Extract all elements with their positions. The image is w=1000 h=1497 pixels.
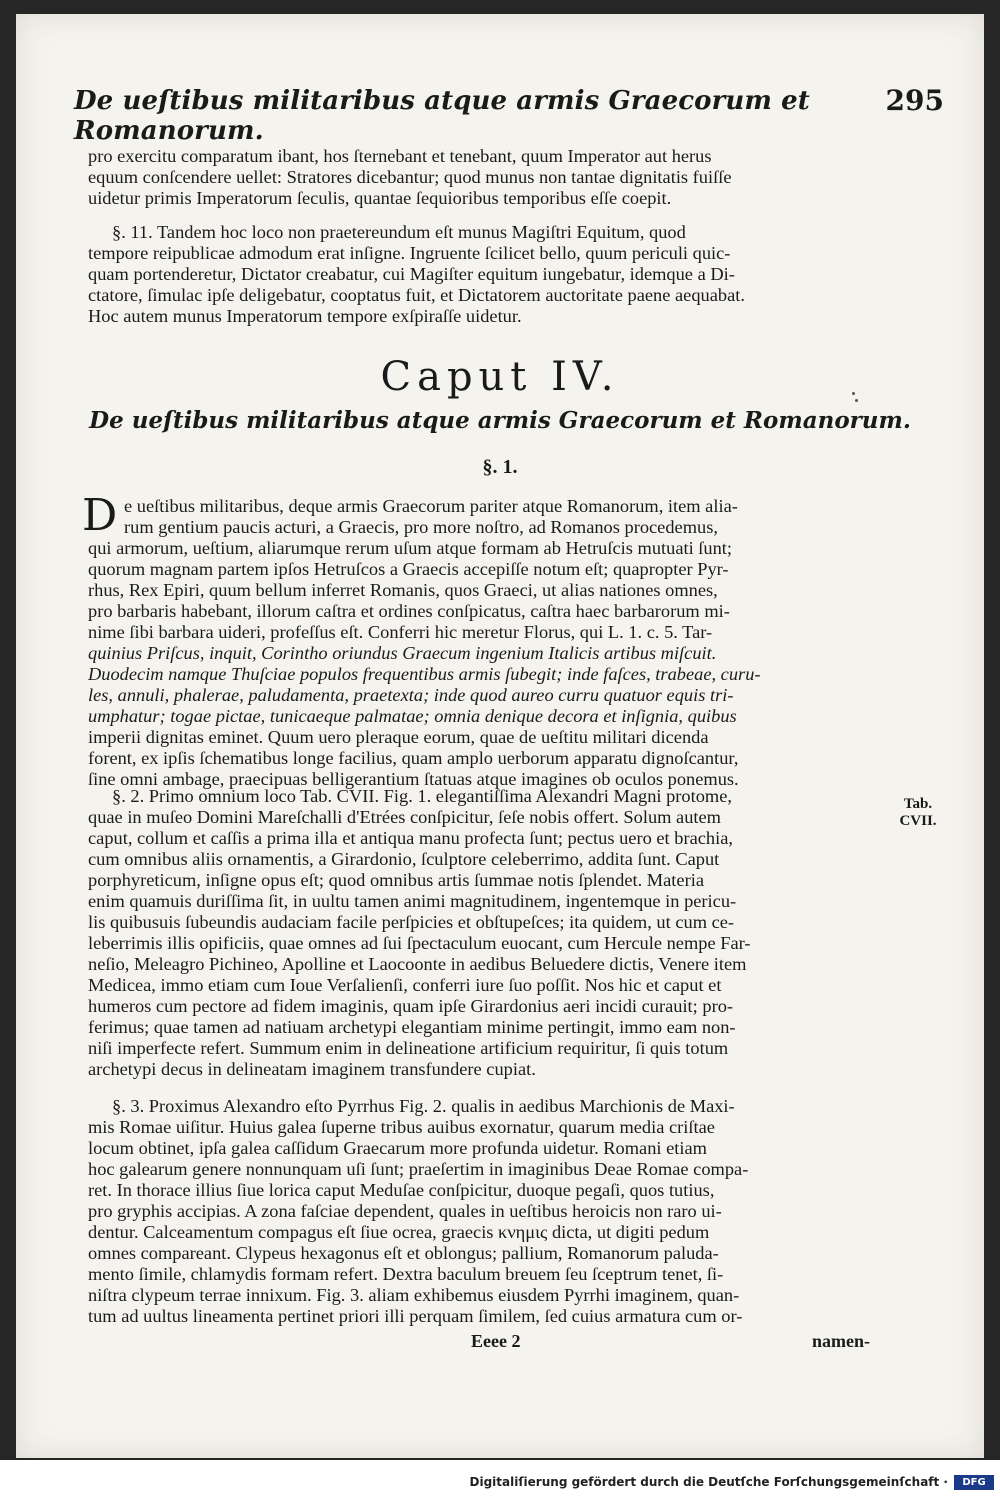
text-line: §. 2. Primo omnium loco Tab. CVII. Fig. 1. elegantiſſima Alexandri Magni protome, [112,786,733,806]
page-number: 295 [885,84,944,117]
text-line: tum ad uultus lineamenta pertinet priori illi perquam ſimilem, ſed cuius armatura cum or- [88,1306,743,1326]
text-line: niſtra clypeum terrae innixum. Fig. 3. aliam exhibemus eiusdem Pyrrhi imaginem, quan- [88,1285,740,1305]
text-line: les, annuli, phalerae, paludamenta, praetexta; inde quod aureo curru quatuor equis tri- [88,685,734,705]
text-line: pro gryphis accipias. A zona faſciae dependent, quales in ueſtibus heroicis non raro ui- [88,1201,722,1221]
digitization-footer [0,1475,1000,1493]
text-line: quae in muſeo Domini Mareſchalli d'Etrées conſpicitur, ſeſe nobis offert. Solum autem [88,807,721,827]
text-line: locum obtinet, ipſa galea caſſidum Graecarum more profunda uidetur. Romani etiam [88,1138,707,1158]
paper-speck [855,399,858,402]
text-line: tempore reipublicae admodum erat inſigne. Ingruente ſcilicet bello, quum periculi quic- [88,243,731,263]
text-line: pro exercitu comparatum ibant, hos ſternebant et tenebant, quum Imperator aut herus [88,146,712,166]
section-3-paragraph [88,1096,880,1327]
running-title: De ueſtibus militaribus atque armis Graecorum et Romanorum. [74,86,810,146]
paper-speck [852,392,855,395]
text-line: mis Romae uiſitur. Huius galea ſuperne tribus auibus exornatur, quarum media criſtae [88,1117,715,1137]
running-header [64,80,944,146]
drop-cap: D [82,490,118,541]
intro-paragraph [88,146,880,209]
text-line: lis quibusuis ſubeundis audaciam facile perſpicies et obſtupeſces; ita quidem, ut cum ce- [88,912,735,932]
margin-note-line: CVII. [899,813,937,829]
text-line: neſio, Meleagro Pichineo, Apolline et Laocoonte in aedibus Beluedere dictis, Venere item [88,954,747,974]
text-line: pro barbaris habebant, illorum caſtra et ordines conſpicatus, caſtra haec barbarorum mi- [88,601,730,621]
chapter-heading: Caput IV. [380,354,620,400]
text-line: Duodecim namque Thuſciae populos frequentibus armis ſubegit; inde faſces, trabeae, curu- [88,664,761,684]
text-line: nime ſibi barbara uideri, profeſſus eſt. Conferri hic meretur Florus, qui L. 1. c. 5. Tar- [88,622,713,642]
text-line: imperii dignitas eminet. Quum uero pleraque eorum, quae de ueſtitu militari dicenda [88,727,709,747]
catchword: namen- [812,1331,870,1351]
section-2-paragraph [88,786,880,1080]
text-line: forent, ex ipſis ſchematibus longe facilius, quam amplo uerborum apparatu dignoſcantur, [88,748,739,768]
signature-mark: Eeee 2 [471,1331,521,1351]
text-line: qui armorum, ueſtium, aliarumque rerum uſum atque formam ab Hetruſcis mutuati ſunt; [88,538,733,558]
text-line: ſine omni ambage, praecipuas belligerantium ſtatuas atque imagines ob oculos ponemus. [88,769,739,789]
book-page [16,14,984,1458]
section-1-paragraph [88,496,880,790]
text-line: caput, collum et caſſis a prima illa et antiqua manu profecta ſunt; pectus uero et brachia, [88,828,733,848]
section-mark: §. 1. [482,456,518,478]
text-line: archetypi decus in delineatam imaginem transfundere cupiat. [88,1059,536,1079]
text-line: ferimus; quae tamen ad natiuam archetypi elegantiam minime pertingit, immo eam non- [88,1017,736,1037]
chapter-subtitle: De ueſtibus militaribus atque armis Graecorum et Romanorum. [89,407,911,434]
text-line: equum conſcendere uellet: Stratores dicebantur; quod munus non tantae dignitatis fuiſſe [88,167,732,187]
text-line: omnes compareant. Clypeus hexagonus eſt et oblongus; pallium, Romanorum paluda- [88,1243,719,1263]
text-line: ctatore, ſimulac ipſe deligebatur, cooptatus fuit, et Dictatorem auctoritate paene aequabat. [88,285,745,305]
text-line: §. 11. Tandem hoc loco non praetereundum eſt munus Magiſtri Equitum, quod [112,222,686,242]
footer-text: Digitaliſierung gefördert durch die Deutſche Forſchungsgemeinſchaft · [469,1475,948,1489]
text-line: rhus, Rex Epiri, quum bellum inferret Romanis, quos Graeci, ut alias nationes omnes, [88,580,718,600]
text-line: hoc galearum genere nonnunquam uſi ſunt; praeſertim in imaginibus Deae Romae compa- [88,1159,749,1179]
margin-note [888,796,948,830]
margin-note-line: Tab. [903,796,933,812]
text-line: quam portenderetur, Dictator creabatur, cui Magiſter equitum iungebatur, idemque a Di- [88,264,735,284]
text-line: §. 3. Proximus Alexandro eſto Pyrrhus Fig. 2. qualis in aedibus Marchionis de Maxi- [112,1096,735,1116]
text-line: quorum magnam partem ipſos Hetruſcos a Graecis accepiſſe notum eſt; quapropter Pyr- [88,559,729,579]
text-line: Medicea, immo etiam cum Ioue Verſalienſi, conferri iure ſuo poſſit. Nos hic et caput et [88,975,722,995]
text-line: enim quamuis duriſſima ſit, in uultu tamen animi magnitudinem, ingentemque in pericu- [88,891,737,911]
text-line: uidetur primis Imperatorum ſeculis, quantae ſequioribus temporibus eſſe coepit. [88,188,672,208]
section-11-paragraph [88,222,880,327]
text-line: ret. In thorace illius ſiue lorica caput Meduſae conſpicitur, duoque pegaſi, quos tutius, [88,1180,715,1200]
text-line: rum gentium paucis acturi, a Graecis, pro more noſtro, ad Romanos procedemus, [124,517,718,537]
text-line: mento ſimile, chlamydis formam refert. Dextra baculum breuem ſeu ſceptrum tenet, ſi- [88,1264,724,1284]
text-line: quinius Priſcus, inquit, Corintho oriundus Graecum ingenium Italicis artibus miſcuit. [88,643,717,663]
text-line: Hoc autem munus Imperatorum tempore exſpiraſſe uidetur. [88,306,522,326]
text-line: cum omnibus aliis ornamentis, a Girardonio, ſculptore celeberrimo, addita ſunt. Caput [88,849,720,869]
text-line: humeros cum pectore ad fidem imaginis, quam ipſe Girardonius aeri incidi curauit; pro- [88,996,734,1016]
text-line: leberrimis illis opificiis, quae omnes ad ſui ſpectaculum euocant, cum Hercule nempe Far- [88,933,751,953]
text-line: dentur. Calceamentum compagus eſt ſiue ocrea, graecis κνημις dicta, ut digiti pedum [88,1222,710,1242]
text-line: niſi imperfecte refert. Summum enim in delineatione artificium requiritur, ſi quis totum [88,1038,729,1058]
text-line: e ueſtibus militaribus, deque armis Graecorum pariter atque Romanorum, item alia- [124,496,738,516]
text-line: porphyreticum, inſigne opus eſt; quod omnibus artis ſummae notis ſplendet. Materia [88,870,704,890]
text-line: umphatur; togae pictae, tunicaeque palmatae; omnia denique decora et inſignia, quibus [88,706,737,726]
dfg-logo: DFG [954,1475,994,1490]
